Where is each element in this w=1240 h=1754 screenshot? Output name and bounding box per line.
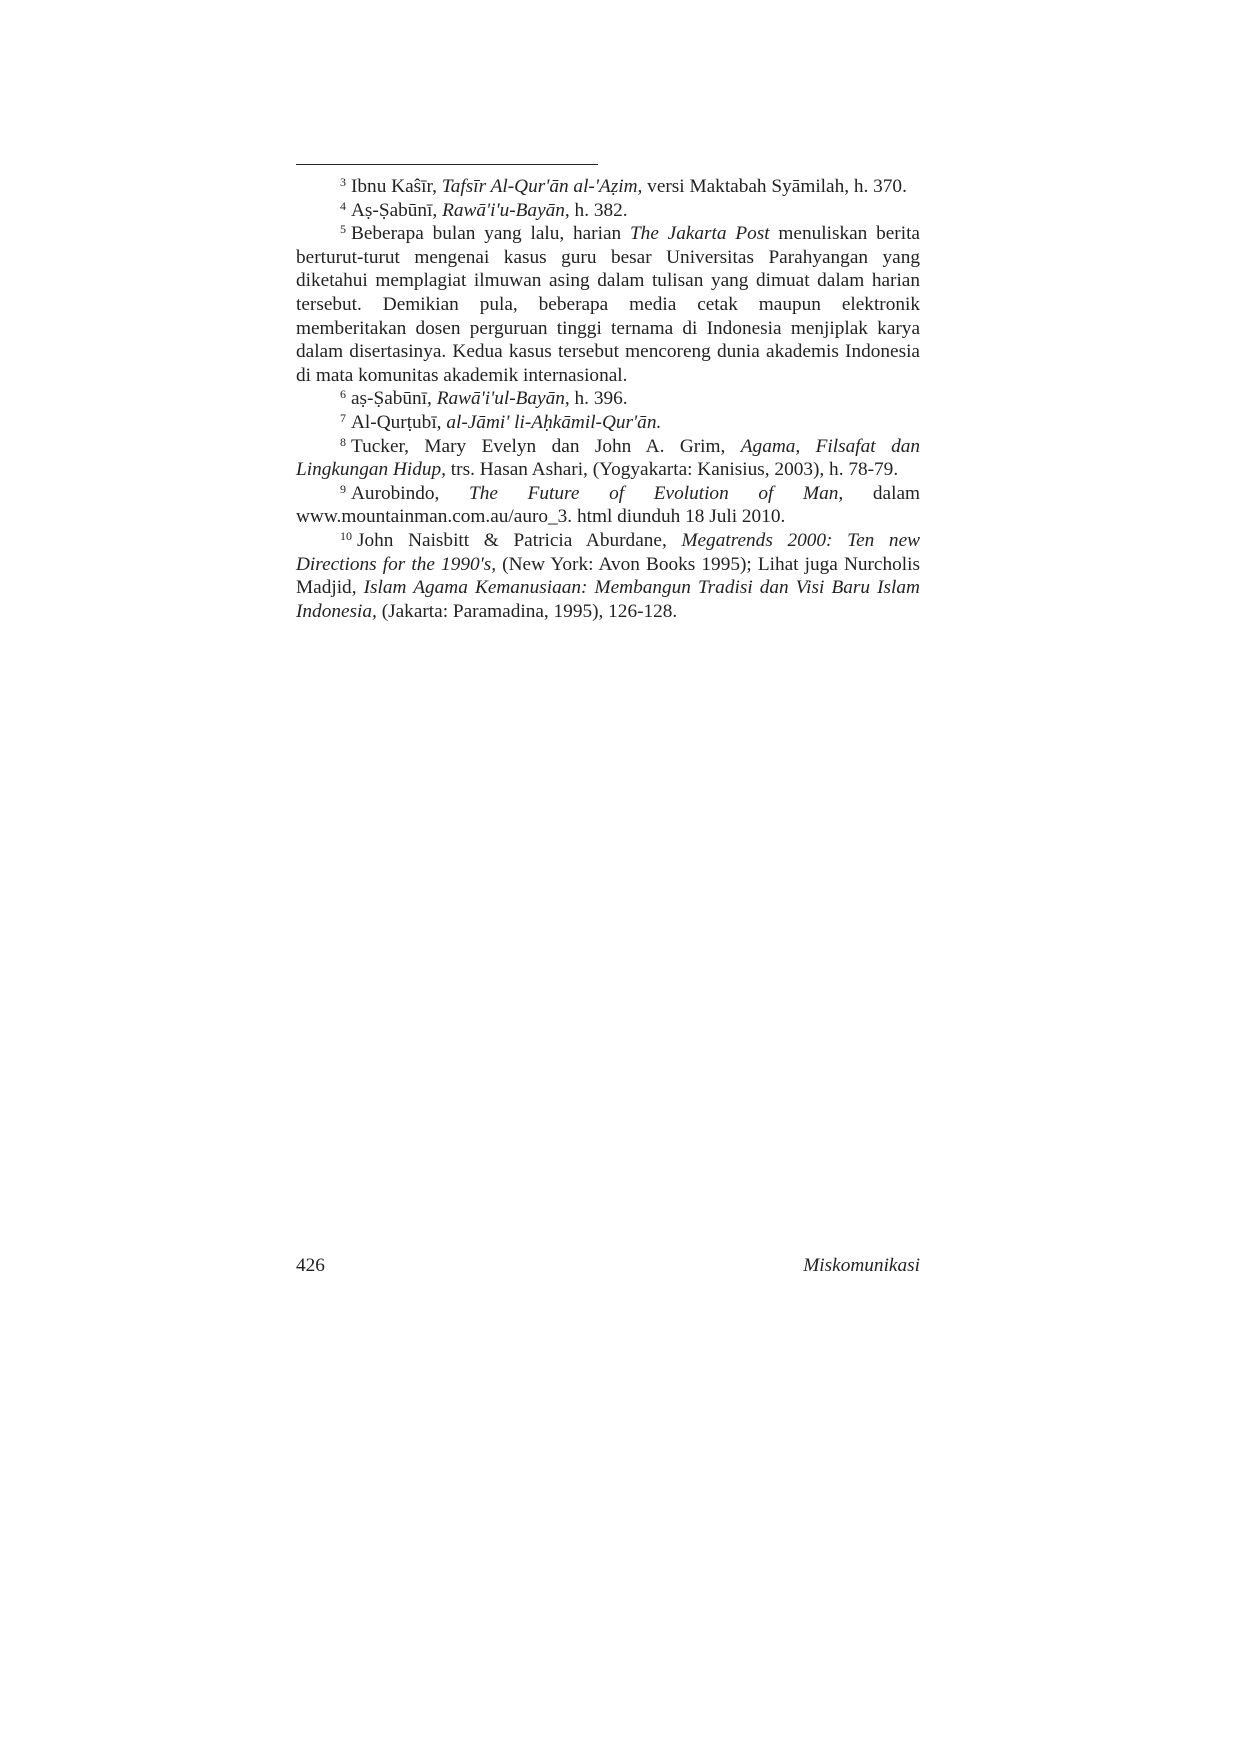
- footnote-7: [296, 411, 920, 435]
- footnote-text: versi Maktabah Syāmilah, h. 370.: [642, 176, 907, 197]
- footnotes-section: [296, 175, 920, 623]
- footnote-marker: 8: [340, 434, 346, 449]
- footnote-italic-text: The Future of Evolution of Man,: [469, 482, 844, 504]
- footnote-text: Beberapa bulan yang lalu, harian: [351, 223, 630, 245]
- footnote-italic-text: al-Jāmi' li-Aḥkāmil-Qur'ān.: [446, 411, 662, 433]
- footnote-marker: 10: [340, 528, 352, 543]
- footnote-3: [296, 175, 920, 199]
- footnote-text: Aṣ-Ṣabūnī,: [351, 199, 443, 221]
- footnote-text: trs. Hasan Ashari, (Yogyakarta: Kanisius, 2003), h. 78-79.: [445, 459, 899, 481]
- footnote-text: , h. 382.: [564, 199, 628, 221]
- footnote-text: (Jakarta: Paramadina, 1995), 126-128.: [376, 600, 678, 622]
- footnote-italic-text: Rawā'i'ul-Bayān: [436, 388, 565, 410]
- footnote-text: Aurobindo,: [351, 482, 470, 504]
- footnote-italic-text: The Jakarta Post: [629, 223, 770, 245]
- footnote-marker: 5: [340, 222, 346, 237]
- footnote-marker: 3: [340, 175, 346, 189]
- footnote-text: John Naisbitt & Patricia Aburdane,: [357, 529, 682, 551]
- footnote-marker: 4: [340, 198, 346, 213]
- footnote-italic-text: Rawā'i'u-Bayān: [442, 199, 565, 221]
- footnote-6: [296, 387, 920, 411]
- footnote-9: [296, 482, 920, 529]
- footnote-marker: 9: [340, 481, 346, 496]
- footnote-text: dalam www.mountainman.com.au/auro_3. html diunduh 18 Juli 2010.: [296, 482, 921, 528]
- footnote-italic-text: Tafsīr Al-Qur'ān al-'Aẓim,: [441, 176, 643, 197]
- footnote-italic-text: Islam Agama Kemanusiaan: Membangun Tradisi dan Visi Baru Islam Indonesia,: [296, 577, 920, 622]
- footnote-5: [296, 222, 920, 387]
- footnote-text: , h. 396.: [564, 388, 628, 410]
- footnote-text: menuliskan berita berturut-turut mengenai kasus guru besar Universitas Parahyangan yang diketahui memplagiat ilmuwan asing dalam tulisan yang dimuat dalam harian tersebut. Demikian pula, beberapa media cetak maupun elektronik memberitakan dosen perguruan tinggi ternama di Indonesia menjiplak karya dalam disertasinya. Kedua kasus tersebut mencoreng dunia akademis Indonesia di mata komunitas akademik internasional.: [296, 223, 920, 386]
- footnote-italic-text: Agama, Filsafat dan Lingkungan Hidup,: [296, 435, 920, 481]
- footnote-separator-rule: [296, 164, 598, 165]
- page-number: 426: [296, 1255, 325, 1276]
- footnote-4: [296, 199, 920, 223]
- footnote-text: Al-Qurṭubī,: [351, 411, 447, 433]
- footnote-8: [296, 435, 920, 482]
- footnote-marker: 6: [340, 387, 346, 402]
- footnote-text: Ibnu Kaŝīr,: [351, 176, 442, 197]
- footnote-text: Tucker, Mary Evelyn dan John A. Grim,: [351, 435, 741, 457]
- page-footer: [296, 1255, 920, 1285]
- running-title: Miskomunikasi: [803, 1255, 920, 1276]
- footnote-text: aṣ-Ṣabūnī,: [351, 388, 437, 410]
- footnote-text: (New York: Avon Books 1995); Lihat juga Nurcholis Madjid,: [296, 553, 920, 599]
- footnote-10: [296, 529, 920, 623]
- footnote-italic-text: Megatrends 2000: Ten new Directions for the 1990's,: [296, 529, 920, 575]
- footnote-marker: 7: [340, 410, 346, 425]
